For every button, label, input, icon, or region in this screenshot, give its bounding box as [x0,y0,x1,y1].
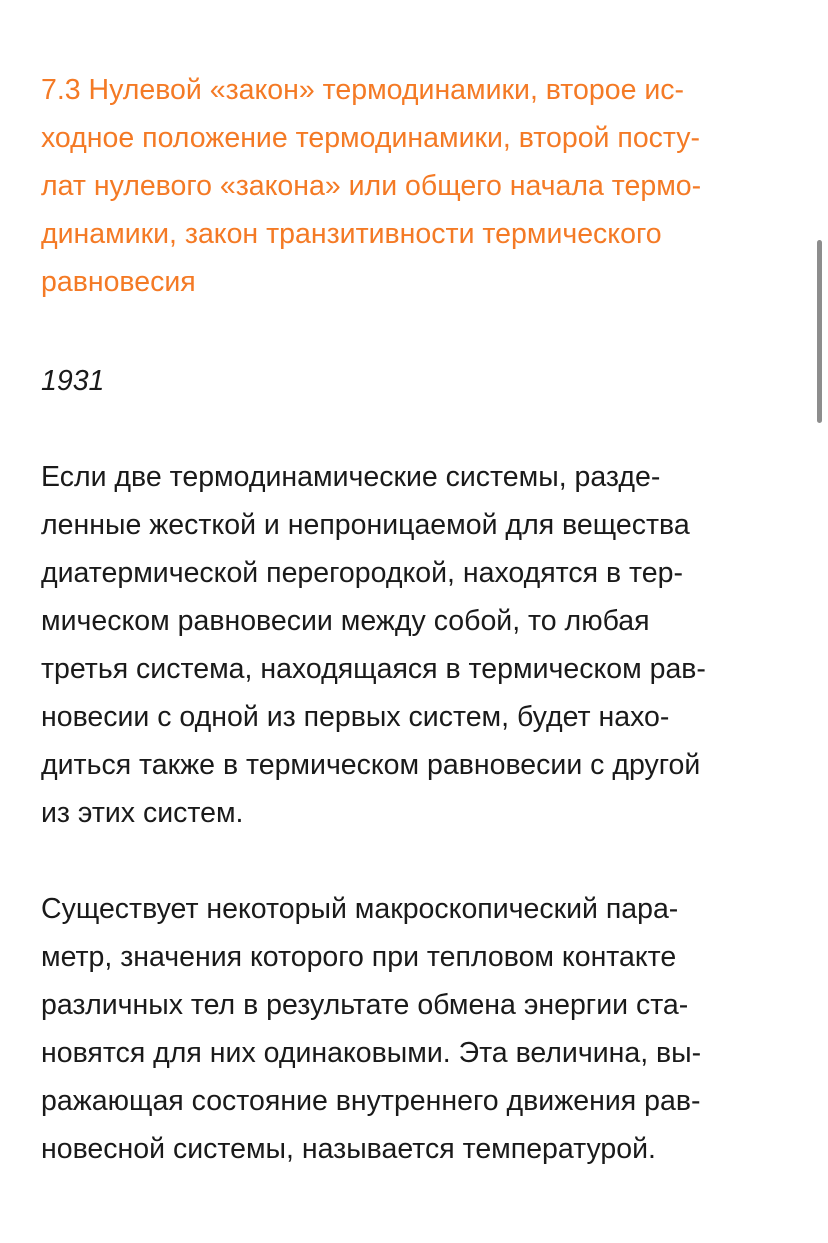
paragraph-line: Существует некоторый макроскопический пара- [41,893,679,925]
paragraph-line: новесной системы, называется температурой. [41,1133,656,1165]
heading-line: ходное положение термодинамики, второй посту- [41,122,701,154]
paragraph-1 [41,453,789,837]
paragraph-line: новесии с одной из первых систем, будет нахо- [41,701,670,733]
heading-line: динамики, закон транзитивности термического [41,218,662,250]
paragraph-line: ленные жесткой и непроницаемой для вещества [41,509,690,541]
heading-line: равновесия [41,266,196,298]
paragraph-line: третья система, находящаяся в термическом рав- [41,653,706,685]
vertical-scrollbar[interactable] [817,240,822,423]
paragraph-line: метр, значения которого при тепловом контакте [41,941,677,973]
heading-line: лат нулевого «закона» или общего начала термо- [41,170,702,202]
heading-line: 7.3 Нулевой «закон» термодинамики, второе ис- [41,74,685,106]
year-label: 1931 [41,365,105,397]
paragraph-line: Если две термодинамические системы, разде- [41,461,661,493]
paragraph-line: новятся для них одинаковыми. Эта величина, вы- [41,1037,702,1069]
article-content [41,66,789,1173]
paragraph-line: диться также в термическом равновесии с другой [41,749,701,781]
paragraph-line: различных тел в результате обмена энергии ста- [41,989,689,1021]
paragraph-line: диатермической перегородкой, находятся в тер- [41,557,683,589]
paragraph-2 [41,885,789,1173]
paragraph-line: ражающая состояние внутреннего движения рав- [41,1085,701,1117]
paragraph-line: из этих систем. [41,797,244,829]
paragraph-line: мическом равновесии между собой, то любая [41,605,650,637]
section-heading [41,66,789,306]
